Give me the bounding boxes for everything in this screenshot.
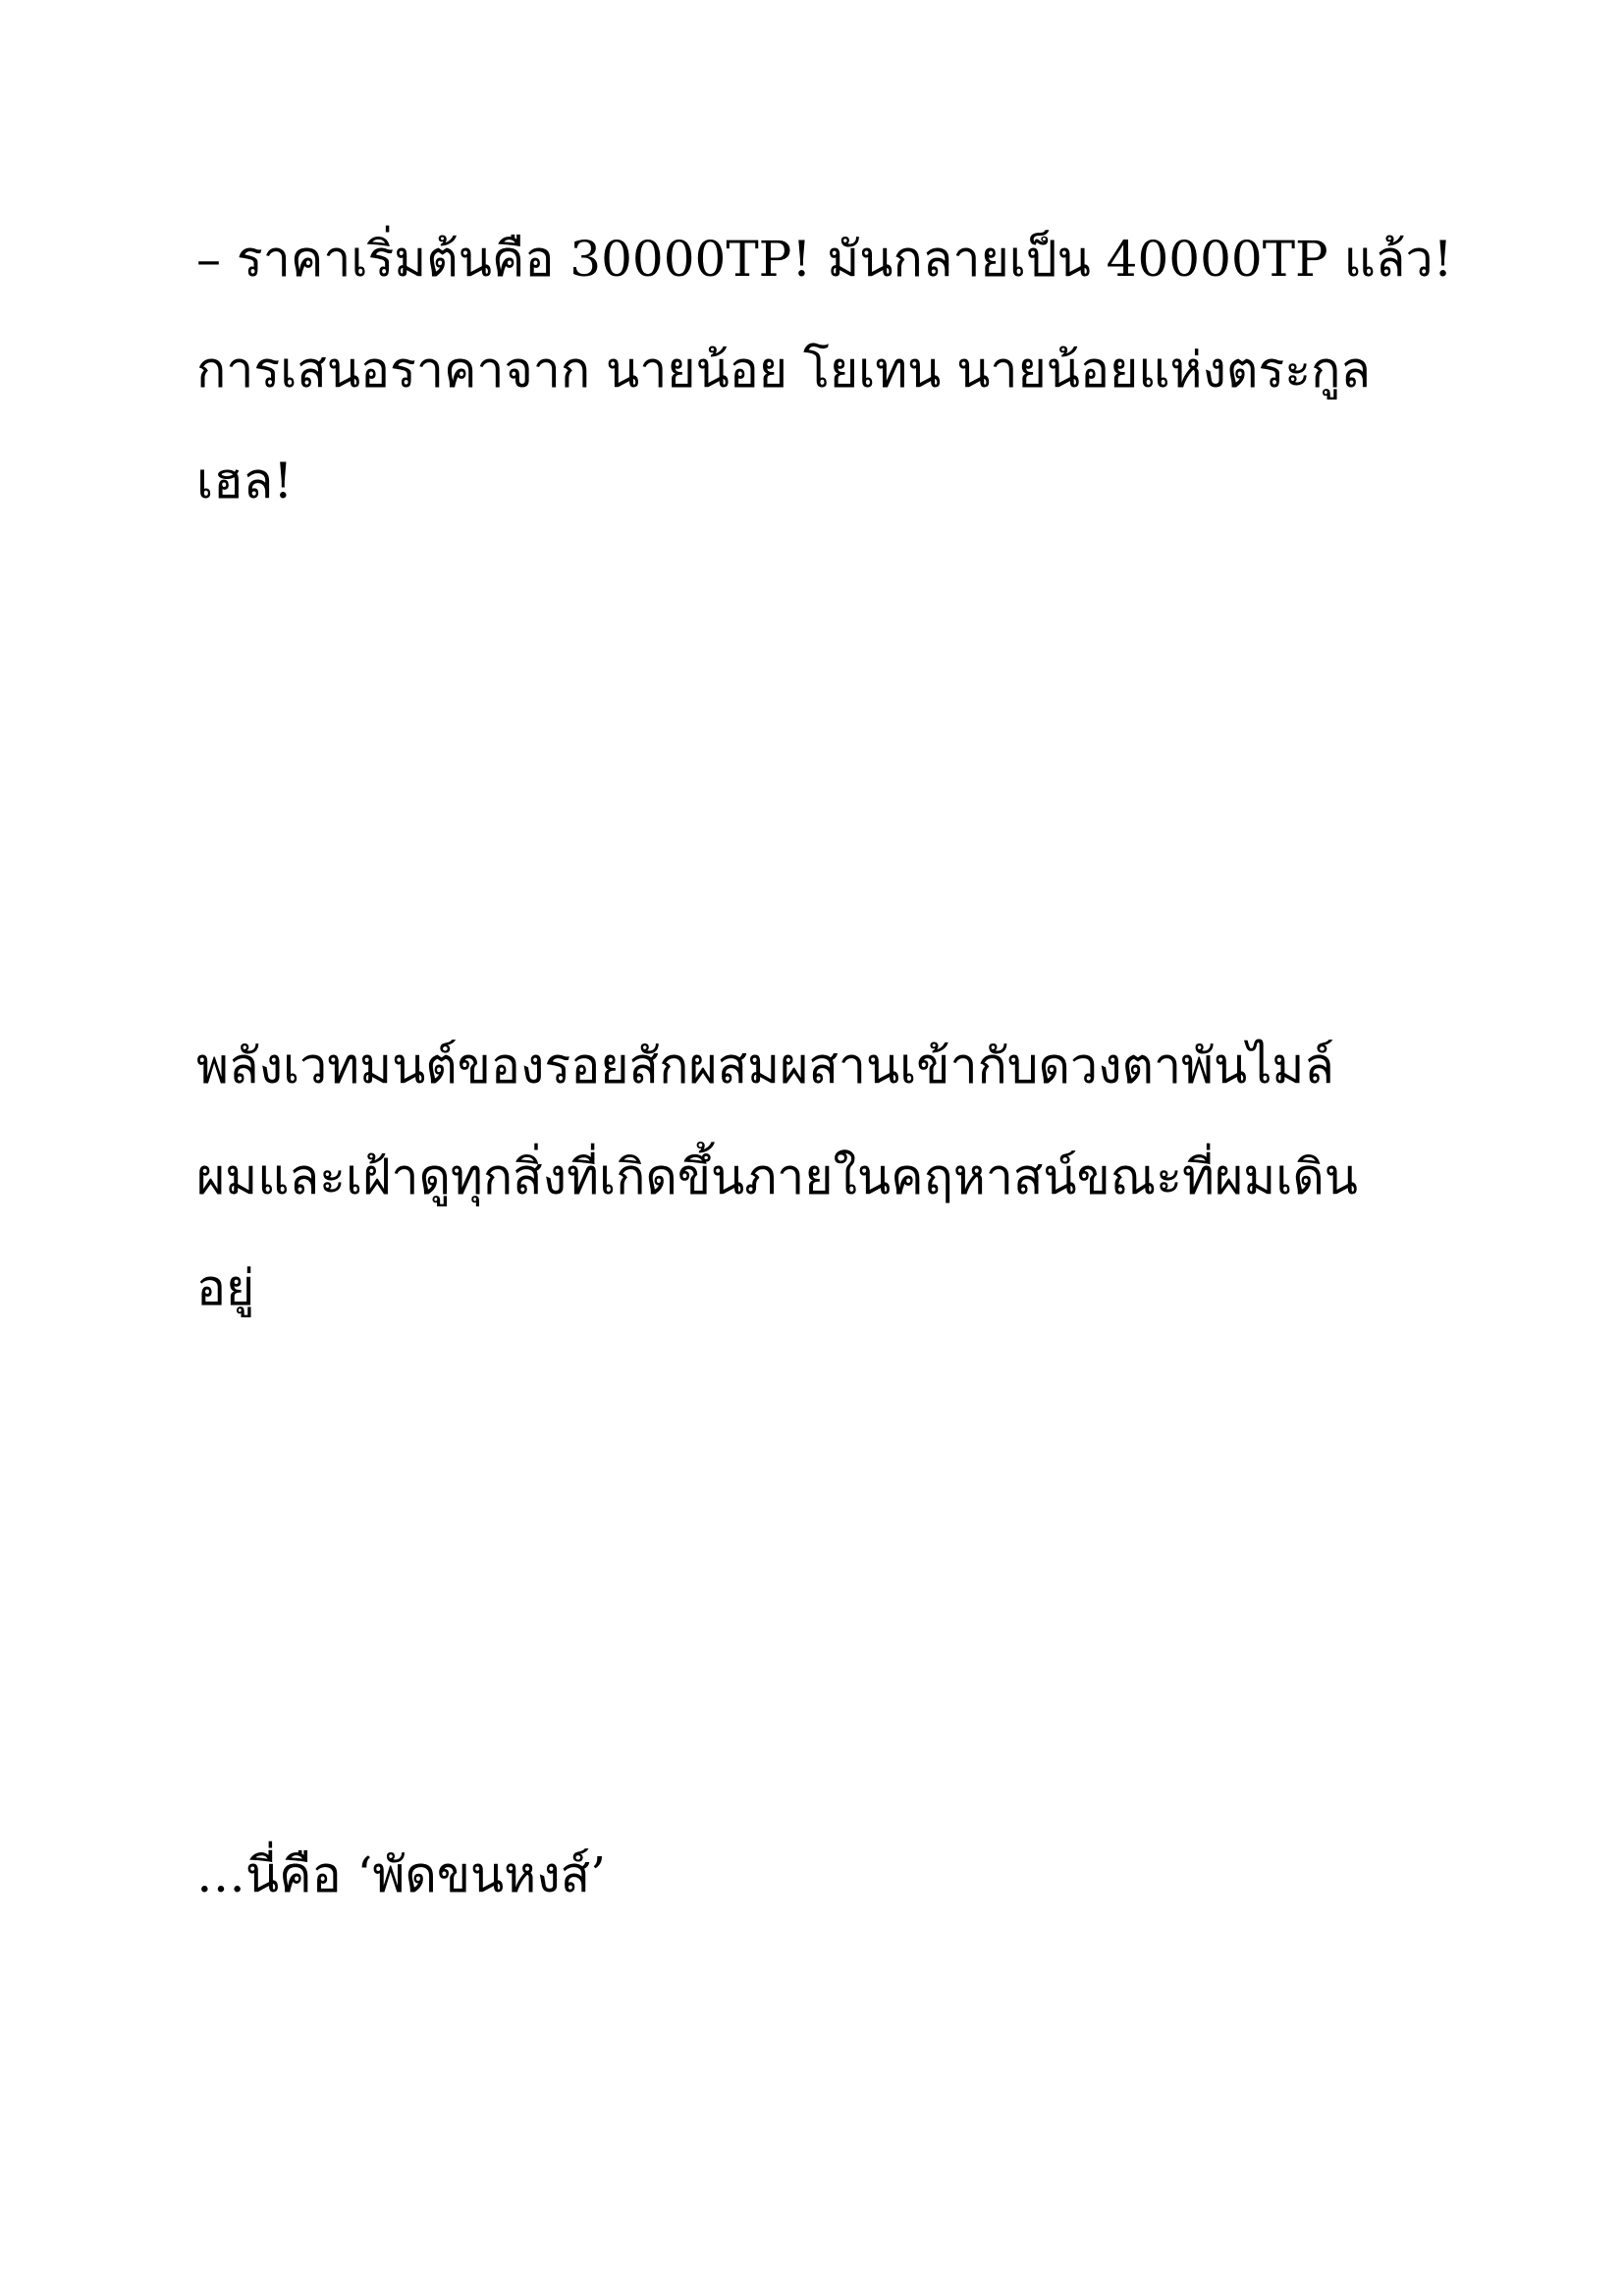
paragraph-swan-fan xyxy=(196,1820,1473,1931)
text-line: เฮล! xyxy=(196,453,294,509)
text-line: – ราคาเริ่มต้นคือ 30000TP! มันกลายเป็น 40000TP แล้ว! xyxy=(196,231,1453,288)
text-line: พลังเวทมนต์ของรอยสักผสมผสานเข้ากับดวงตาพันไมล์ xyxy=(196,1038,1334,1095)
text-line: …นี่คือ ‘พัดขนหงส์’ xyxy=(196,1846,607,1903)
paragraph-auction-announcement xyxy=(196,204,1473,537)
paragraph-tattoo-magic xyxy=(196,1011,1473,1344)
text-line: ผมและเฝ้าดูทุกสิ่งที่เกิดขึ้นภายในคฤหาสน์ขณะที่ผมเดิน xyxy=(196,1148,1358,1205)
text-line: การเสนอราคาจาก นายน้อย โยเทน นายน้อยแห่งตระกูล xyxy=(196,342,1371,399)
text-line: อยู่ xyxy=(196,1259,255,1316)
